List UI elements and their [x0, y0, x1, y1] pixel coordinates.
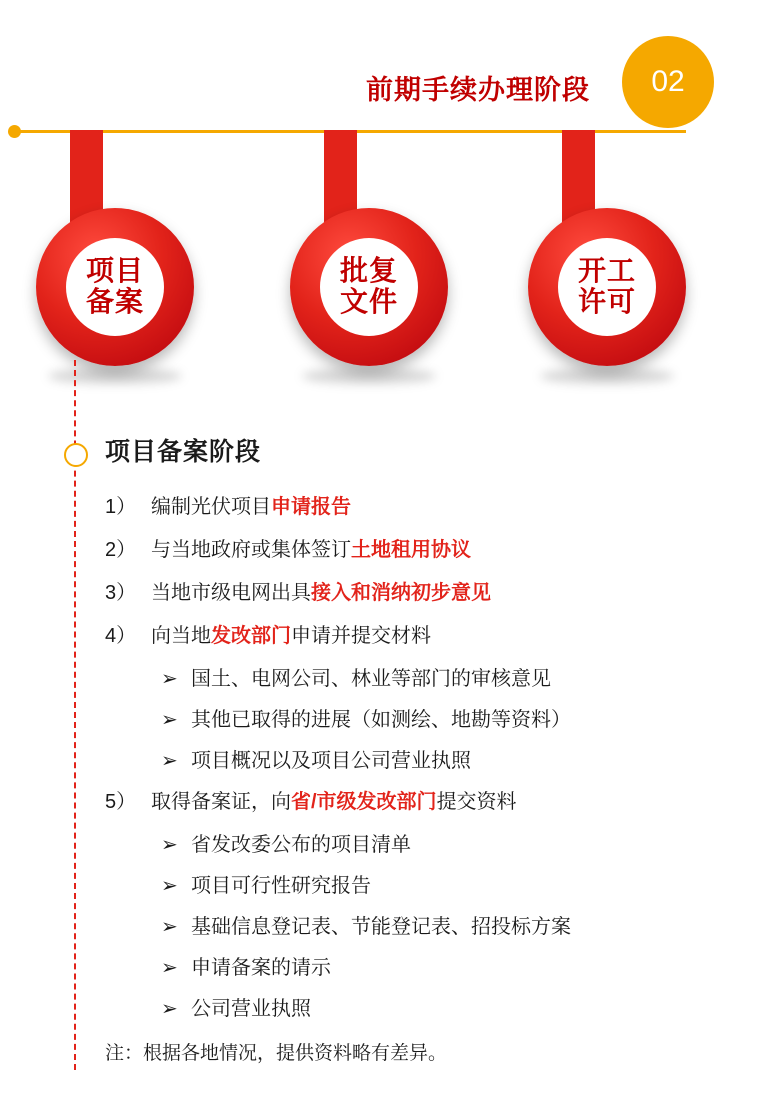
list-item — [105, 623, 735, 650]
sub-list-item — [161, 914, 735, 941]
stage-node-project-filing[interactable] — [18, 130, 208, 380]
list-item-highlight: 申请报告 — [271, 496, 351, 518]
list-item-text — [151, 789, 735, 816]
stage-node-construction-permit[interactable] — [510, 130, 700, 380]
sub-list-item — [161, 996, 735, 1023]
list-item-number: 2） — [105, 539, 137, 561]
list-item-highlight: 发改部门 — [211, 625, 291, 647]
arrow-bullet-icon: ➢ — [161, 668, 178, 690]
list-item — [105, 789, 735, 816]
stage-node-label — [36, 208, 194, 366]
list-item-text-pre: 当地市级电网出具 — [151, 582, 311, 604]
sub-list-item-text: 国土、电网公司、林业等部门的审核意见 — [191, 668, 551, 690]
arrow-bullet-icon: ➢ — [161, 750, 178, 772]
list-item — [105, 580, 735, 607]
sub-list-item-text: 省发改委公布的项目清单 — [191, 834, 411, 856]
list-item-number: 1） — [105, 496, 137, 518]
stage-node-label — [290, 208, 448, 366]
arrow-bullet-icon: ➢ — [161, 998, 178, 1020]
sub-list-item-text: 其他已取得的进展（如测绘、地勘等资料） — [191, 709, 571, 731]
stage-node-approval-document[interactable] — [272, 130, 462, 380]
arrow-bullet-icon: ➢ — [161, 875, 178, 897]
list-item-highlight: 省/市级发改部门 — [291, 791, 437, 813]
sub-list-item — [161, 666, 735, 693]
sub-list-item-text: 公司营业执照 — [191, 998, 311, 1020]
list-item-text-post: 提交资料 — [436, 791, 517, 813]
stage-node-label-line2: 文件 — [339, 286, 398, 317]
sub-list-item-text: 申请备案的请示 — [191, 957, 331, 979]
stage-node-label-line1: 项目 — [85, 255, 144, 287]
sub-list-item — [161, 873, 735, 900]
list-item-highlight: 接入和消纳初步意见 — [311, 582, 491, 604]
footnote: 注：根据各地情况，提供资料略有差异。 — [105, 1043, 448, 1064]
page-title: 前期手续办理阶段 — [366, 75, 590, 105]
step-number-badge: 02 — [622, 36, 714, 128]
stage-node-label — [528, 208, 686, 366]
arrow-bullet-icon: ➢ — [161, 709, 178, 731]
sub-list-item-text: 项目可行性研究报告 — [191, 875, 371, 897]
list-item-highlight: 土地租用协议 — [351, 539, 471, 561]
list-item-text-pre: 与当地政府或集体签订 — [151, 539, 351, 561]
list-item-number: 3） — [105, 582, 137, 604]
sub-list-item-text: 基础信息登记表、节能登记表、招投标方案 — [191, 916, 571, 938]
sub-list-item-text: 项目概况以及项目公司营业执照 — [191, 750, 471, 772]
list-item — [105, 494, 735, 521]
stage-node-label-line2: 许可 — [577, 286, 636, 317]
list-item-text-post: 申请并提交材料 — [291, 625, 431, 647]
list-item-text — [151, 494, 735, 521]
sub-list-item — [161, 832, 735, 859]
content-panel — [105, 432, 735, 1067]
arrow-bullet-icon: ➢ — [161, 957, 178, 979]
list-item-text-pre: 取得备案证，向 — [151, 791, 291, 813]
sub-list-item — [161, 707, 735, 734]
list-item — [105, 537, 735, 564]
header — [0, 0, 765, 140]
sub-list-item — [161, 748, 735, 775]
list-item-number: 4） — [105, 625, 137, 647]
list-item-number: 5） — [105, 791, 137, 813]
stage-node-label-line2: 备案 — [85, 286, 144, 317]
hook-shadow — [540, 368, 674, 384]
sub-list-item — [161, 955, 735, 982]
list-item-text — [151, 623, 735, 650]
arrow-bullet-icon: ➢ — [161, 834, 178, 856]
list-item-text — [151, 580, 735, 607]
stage-node-label-line1: 批复 — [339, 255, 398, 287]
list-item-text-pre: 编制光伏项目 — [151, 496, 271, 518]
section-title: 项目备案阶段 — [105, 438, 262, 466]
list-item-text-pre: 向当地 — [151, 625, 211, 647]
list-item-text — [151, 537, 735, 564]
stage-node-label-line1: 开工 — [577, 255, 636, 287]
hook-shadow — [302, 368, 436, 384]
hook-shadow — [48, 368, 182, 384]
arrow-bullet-icon: ➢ — [161, 916, 178, 938]
connector-node-dot — [64, 443, 88, 467]
